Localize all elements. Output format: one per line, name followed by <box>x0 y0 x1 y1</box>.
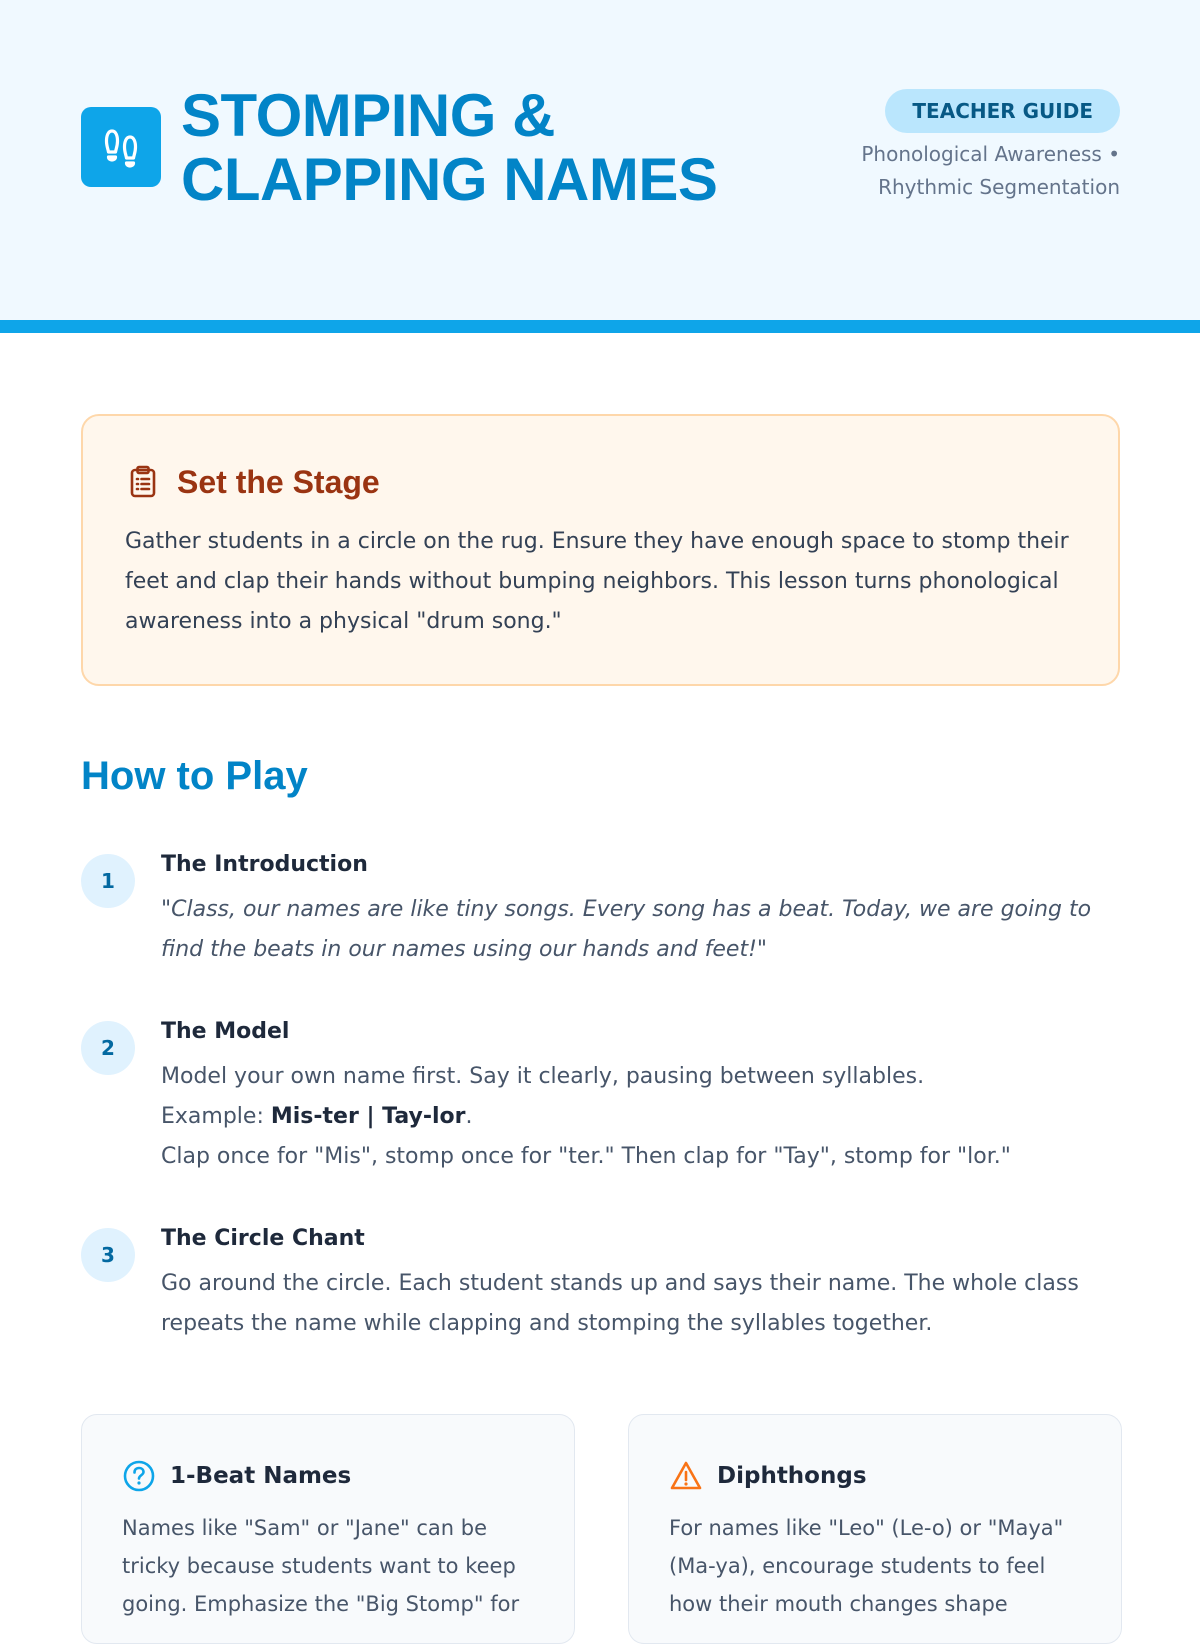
tip-card-1-beat <box>81 1414 575 1644</box>
card-text: For names like "Leo" (Le-o) or "Maya" (Ma-ya), encourage students to feel how their mouth changes shape <box>669 1516 1064 1616</box>
clipboard-icon <box>125 464 161 500</box>
card-text: Names like "Sam" or "Jane" can be tricky because students want to keep going. Emphasize the "Big Stomp" for <box>122 1516 520 1616</box>
card-title: 1-Beat Names <box>170 1463 352 1489</box>
step-number: 2 <box>81 1021 135 1075</box>
how-to-play-heading: How to Play <box>81 754 308 798</box>
step-title: The Model <box>161 1019 290 1044</box>
title-line-2: CLAPPING NAMES <box>181 146 718 213</box>
example-value: Mis-ter | Tay-lor <box>270 1104 466 1129</box>
example-end: . <box>465 1104 473 1129</box>
step-line: Model your own name first. Say it clearly, pausing between syllables. <box>161 1064 925 1089</box>
tip-card-diphthongs <box>628 1414 1122 1644</box>
question-circle-icon <box>122 1459 156 1493</box>
step-title: The Introduction <box>161 852 368 877</box>
page-title <box>181 84 717 212</box>
logo <box>81 107 161 187</box>
step-text: "Class, our names are like tiny songs. Every song has a beat. Today, we are going to find the beats in our names using our hands and feet!" <box>161 897 1092 962</box>
page-subtitle: Phonological Awareness • Rhythmic Segmentation <box>861 142 1120 199</box>
stage-text: Gather students in a circle on the rug. Ensure they have enough space to stomp their feet and clap their hands without bumping neighbors. This lesson turns phonological awareness into a physical "drum song." <box>125 529 1069 634</box>
example-label: Example: <box>161 1104 271 1129</box>
warning-triangle-icon <box>669 1459 703 1493</box>
page-header <box>0 0 1200 333</box>
stage-title: Set the Stage <box>177 463 380 500</box>
step-text <box>161 1057 1121 1177</box>
step-text: Go around the circle. Each student stands up and says their name. The whole class repeats the name while clapping and stomping the syllables together. <box>161 1271 1079 1336</box>
set-the-stage-callout <box>81 414 1120 686</box>
teacher-guide-badge: TEACHER GUIDE <box>885 89 1120 133</box>
title-line-1: STOMPING & <box>181 82 555 149</box>
step-title: The Circle Chant <box>161 1226 365 1251</box>
step-number: 3 <box>81 1228 135 1282</box>
step-line: Clap once for "Mis", stomp once for "ter." Then clap for "Tay", stomp for "lor." <box>161 1144 1011 1169</box>
step-number: 1 <box>81 854 135 908</box>
card-title: Diphthongs <box>717 1463 867 1489</box>
footprints-icon <box>97 123 145 171</box>
